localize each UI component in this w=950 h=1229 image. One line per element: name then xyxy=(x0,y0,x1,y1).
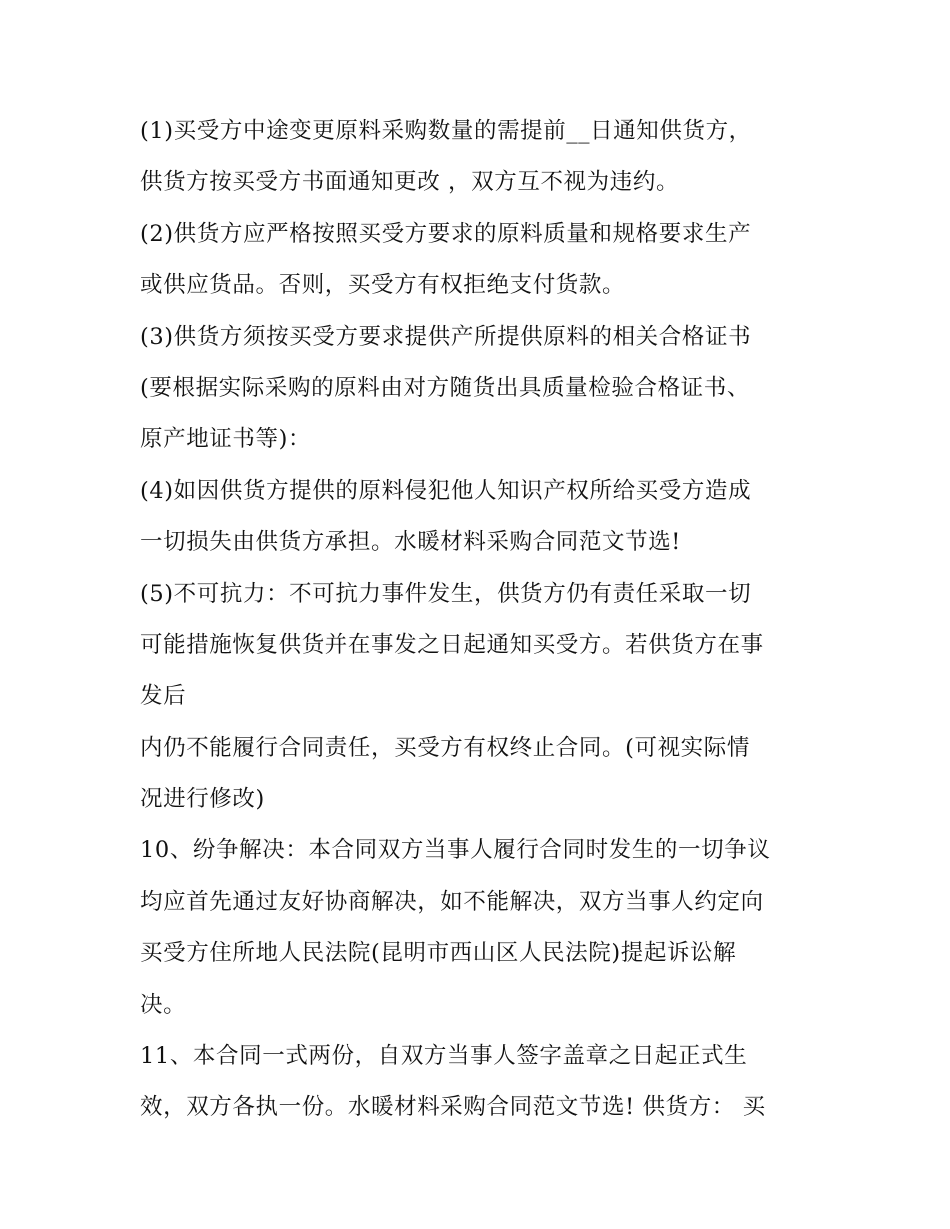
text-line: 一切损失由供货方承担。水暖材料采购合同范文节选! xyxy=(140,529,681,556)
contract-text xyxy=(140,106,820,1134)
text-line: 11、本合同一式两份，自双方当事人签字盖章之日起正式生 xyxy=(140,1043,748,1070)
text-line: 效，双方各执一份。水暖材料采购合同范文节选! 供货方： 买 xyxy=(140,1094,766,1121)
text-line: 发后 xyxy=(140,683,187,710)
text-line: 或供应货品。否则，买受方有权拒绝支付货款。 xyxy=(140,272,626,299)
text-line: (1)买受方中途变更原料采购数量的需提前__日通知供货方， xyxy=(140,118,752,144)
text-line: 10、纷争解决：本合同双方当事人履行合同时发生的一切争议 xyxy=(140,837,771,864)
text-line: 况进行修改) xyxy=(140,786,265,813)
text-line: 买受方住所地人民法院(昆明市西山区人民法院)提起诉讼解 xyxy=(140,940,737,967)
text-line: (2)供货方应严格按照买受方要求的原料质量和规格要求生产 xyxy=(140,220,752,247)
text-line: (3)供货方须按买受方要求提供产所提供原料的相关合格证书 xyxy=(140,323,752,350)
text-line: (4)如因供货方提供的原料侵犯他人知识产权所给买受方造成 xyxy=(140,477,752,504)
text-line: 决。 xyxy=(140,991,187,1018)
text-line: 内仍不能履行合同责任，买受方有权终止合同。(可视实际情 xyxy=(140,734,750,761)
text-line: 可能措施恢复供货并在事发之日起通知买受方。若供货方在事 xyxy=(140,631,764,658)
text-line: 原产地证书等)： xyxy=(140,426,312,453)
text-line: 供货方按买受方书面通知更改 ，双方互不视为违约。 xyxy=(140,169,680,196)
text-line: (5)不可抗力：不可抗力事件发生，供货方仍有责任采取一切 xyxy=(140,580,752,607)
text-line: (要根据实际采购的原料由对方随货出具质量检验合格证书、 xyxy=(140,374,750,401)
text-line: 均应首先通过友好协商解决，如不能解决，双方当事人约定向 xyxy=(140,888,764,915)
